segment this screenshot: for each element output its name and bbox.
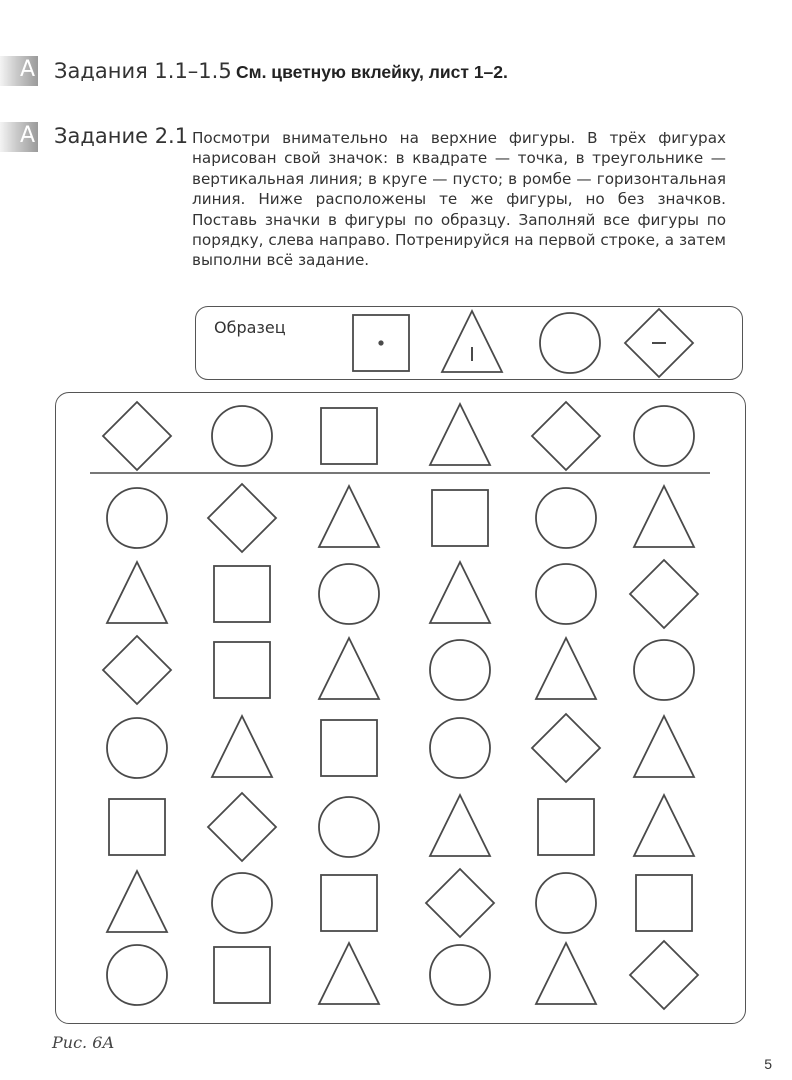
practice-circle <box>634 406 694 466</box>
practice-diamond <box>532 402 600 470</box>
grid-triangle <box>212 716 272 777</box>
sample-diamond-horizontal-line <box>625 309 693 377</box>
grid-triangle <box>319 486 379 547</box>
sample-label: Образец <box>214 318 286 337</box>
grid-circle <box>536 873 596 933</box>
grid-diamond <box>630 560 698 628</box>
grid-square <box>321 720 377 776</box>
sample-triangle-vertical-line <box>442 311 502 372</box>
task-title-2: Задание 2.1 <box>54 124 189 148</box>
practice-diamond <box>103 402 171 470</box>
grid-triangle <box>319 638 379 699</box>
grid-square <box>538 799 594 855</box>
task-reference: См. цветную вклейку, лист 1–2. <box>236 62 508 82</box>
grid-triangle <box>634 716 694 777</box>
practice-triangle <box>430 404 490 465</box>
grid-diamond <box>532 714 600 782</box>
task-level-badge-2: A <box>0 122 38 152</box>
sample-square-dot <box>353 315 409 371</box>
grid-circle <box>430 640 490 700</box>
grid-circle <box>430 718 490 778</box>
page-number: 5 <box>764 1056 772 1072</box>
grid-circle <box>107 718 167 778</box>
grid-square <box>636 875 692 931</box>
sample-circle-empty <box>540 313 600 373</box>
grid-circle <box>319 564 379 624</box>
grid-diamond <box>103 636 171 704</box>
grid-diamond <box>630 941 698 1009</box>
practice-circle <box>212 406 272 466</box>
grid-triangle <box>107 562 167 623</box>
grid-diamond <box>208 793 276 861</box>
grid-triangle <box>430 795 490 856</box>
grid-diamond <box>208 484 276 552</box>
grid-circle <box>430 945 490 1005</box>
grid-triangle <box>634 795 694 856</box>
grid-square <box>214 947 270 1003</box>
grid-triangle <box>319 943 379 1004</box>
grid-triangle <box>430 562 490 623</box>
grid-circle <box>107 945 167 1005</box>
grid-square <box>214 642 270 698</box>
grid-circle <box>212 873 272 933</box>
grid-circle <box>634 640 694 700</box>
grid-triangle <box>634 486 694 547</box>
grid-square <box>214 566 270 622</box>
grid-circle <box>536 488 596 548</box>
practice-square <box>321 408 377 464</box>
grid-triangle <box>107 871 167 932</box>
grid-square <box>321 875 377 931</box>
grid-circle <box>107 488 167 548</box>
grid-circle <box>319 797 379 857</box>
task-level-badge: A <box>0 56 38 86</box>
grid-circle <box>536 564 596 624</box>
task-instructions: Посмотри внимательно на верхние фигуры. В трёх фигурах нарисован свой значок: в квадрате — точка, в треугольнике — вертикальная линия; в круге — пусто; в ромбе — горизонтальная линия. Ниже расположены те же фигуры, но без значков. Поставь значки в фигуры по образцу. Заполняй все фигуры по порядку, слева направо. Потренируйся на первой строке, а затем выполни всё задание. <box>192 129 726 270</box>
grid-triangle <box>536 943 596 1004</box>
grid-square <box>109 799 165 855</box>
grid-square <box>432 490 488 546</box>
task-title-1: Задания 1.1–1.5 <box>54 59 232 83</box>
grid-triangle <box>536 638 596 699</box>
figure-caption: Рис. 6А <box>52 1033 115 1052</box>
grid-diamond <box>426 869 494 937</box>
